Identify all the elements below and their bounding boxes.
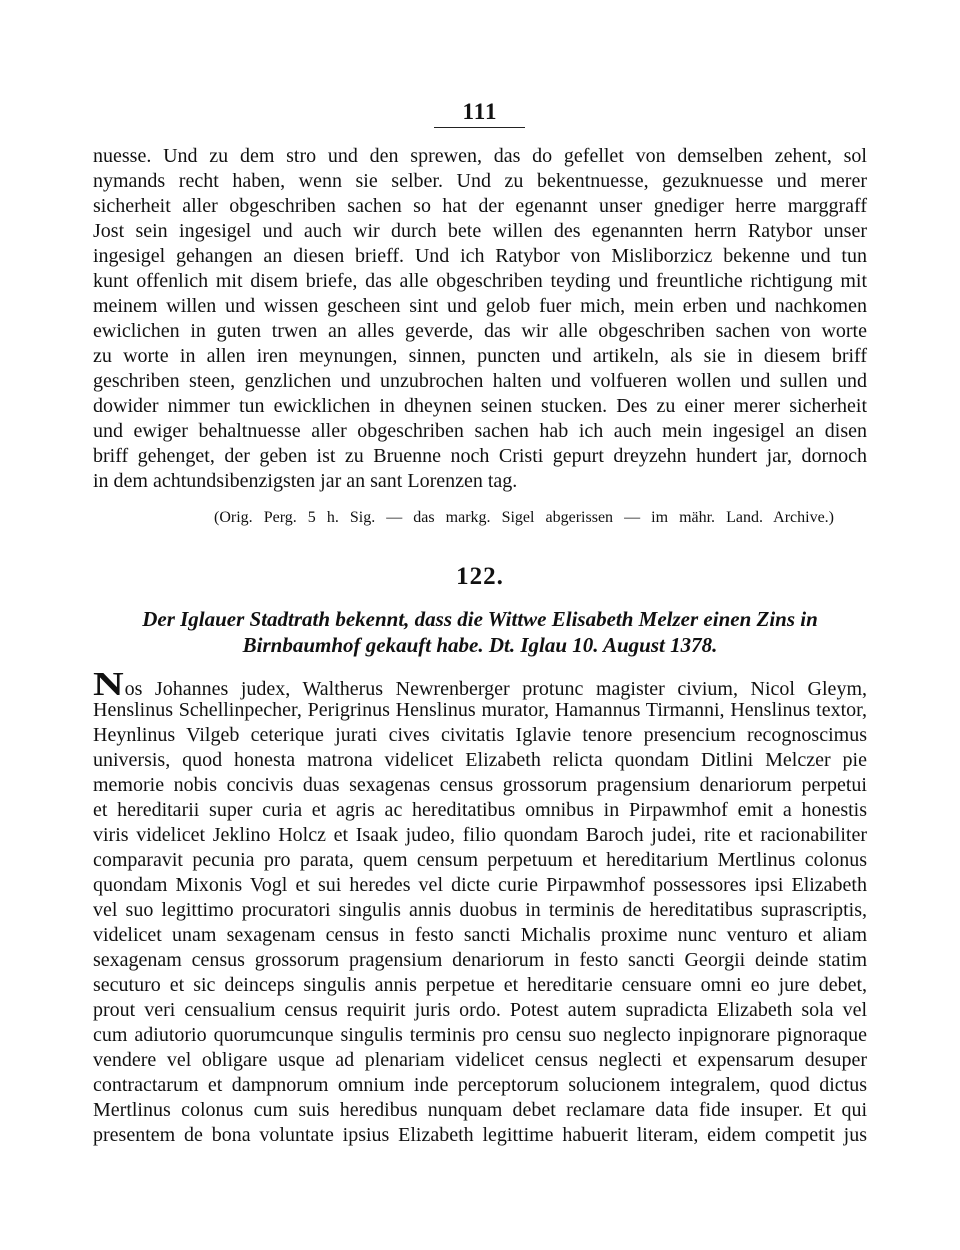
text-line: presentem de bona voluntate ipsius Elizabeth legittime habuerit literam, eidem competit jus [93,1124,867,1146]
text-line: meinem willen und wissen gescheen sint und gelob fuer mich, mein erben und nachkomen [93,295,867,317]
document-number: 122. [456,563,504,590]
initial-letter: N [93,666,122,703]
text-line: Henslinus Schellinpecher, Perigrinus Henslinus murator, Hamannus Tirmanni, Henslinus textor, [93,699,867,721]
text-line: prout veri censualium census requirit juris ordo. Potest autem supradicta Elizabeth sola vel [93,999,867,1021]
first-line-text: os Johannes judex, Waltherus Newrenberger protunc magister civium, Nicol Gleym, [124,678,867,700]
regest-line: Birnbaumhof gekauft habe. Dt. Iglau 10. August 1378. [242,633,718,657]
text-line: ewiclichen in guten trwen an alles geverde, das wir alle obgeschriben sachen von worte [93,320,867,342]
first-text-line [93,666,867,703]
text-line: ingesigel gehangen an diesen brieff. Und ich Ratybor von Misliborzicz bekenne und tun [93,245,867,267]
text-line: vendere vel obligare usque ad plenariam videlicet census neglecti et expensarum desuper [93,1049,867,1071]
text-line: nymands recht haben, wenn sie selber. Und zu bekentnuesse, gezuknuesse und merer [93,170,867,192]
text-line: vel suo legittimo procuratori singulis annis duobus in terminis de hereditatibus suprascriptis, [93,899,867,921]
page-number: 111 [462,99,498,124]
text-line: sicherheit aller obgeschriben sachen so hat der egenannt unser gnediger herre marggraff [93,195,867,217]
text-line: sexagenam census grossorum pragensium denariorum in festo sancti Georgii deinde statim [93,949,867,971]
text-line: secuturo et sic deinceps singulis annis perpetue et hereditarie censuare omni eo jure debet, [93,974,867,996]
text-line: briff gehenget, der geben ist zu Bruenne noch Cristi gepurt dreyzehn hundert jar, dornoch [93,445,867,467]
text-line: quondam Mixonis Vogl et sui heredes vel dicte curie Pirpawmhof possessores ipsi Elizabeth [93,874,867,896]
text-line: memorie nobis concivis duas sexagenas census grossorum pragensium denariorum perpetui [93,774,867,796]
regest-line: Der Iglauer Stadtrath bekennt, dass die Wittwe Elisabeth Melzer einen Zins in [142,607,818,631]
text-line: und ewiger behaltnuesse aller obgeschriben sachen hab ich auch mein ingesigel an disen [93,420,867,442]
text-line: cum adiutorio quorumcunque singulis terminis pro censu suo neglecto inpignorare pignoraque [93,1024,867,1046]
text-line: comparavit pecunia pro parata, quem censum perpetuum et hereditarium Mertlinus colonus [93,849,867,871]
text-line: Jost sein ingesigel und auch wir durch bete willen des egenannten herrn Ratybor unser [93,220,867,242]
header-rule [434,127,525,128]
text-line: Heynlinus Vilgeb ceterique jurati cives civitatis Iglavie tenore presencium recognoscimus [93,724,867,746]
text-line: contractarum et dampnorum omnium inde perceptorum solucionem integralem, quod dictus [93,1074,867,1096]
text-line: dowider nimmer tun ewicklichen in dheynen seinen stucken. Des zu einer merer sicherheit [93,395,867,417]
text-line: nuesse. Und zu dem stro und den sprewen, das do gefellet von demselben zehent, sol [93,145,867,167]
text-line: videlicet unam sexagenam census in festo sancti Michalis proxime nunc venturo et aliam [93,924,867,946]
text-line: kunt offenlich mit disem briefe, das alle obgeschriben teyding und freuntliche richtigung mit [93,270,867,292]
text-line: zu worte in allen iren meynungen, sinnen, puncten und artikeln, als sie in diesem briff [93,345,867,367]
text-line: viris videlicet Jeklino Holcz et Isaak judeo, filio quondam Baroch judei, rite et racionabiliter [93,824,867,846]
text-line: universis, quod honesta matrona videlicet Elizabeth relicta quondam Ditlini Melczer pie [93,749,867,771]
text-line: Mertlinus colonus cum suis heredibus nunquam debet reclamare data fide insuper. Et qui [93,1099,867,1121]
text-line: et hereditarii super curia et agris ac hereditatibus omnibus in Pirpawmhof emit a honestis [93,799,867,821]
source-note: (Orig. Perg. 5 h. Sig. — das markg. Sigel abgerissen — im mähr. Land. Archive.) [214,509,834,526]
text-line: in dem achtundsibenzigsten jar an sant Lorenzen tag. [93,470,518,492]
text-line: geschriben steen, genzlichen und unzubrochen halten und volfueren wollen und sullen und [93,370,867,392]
